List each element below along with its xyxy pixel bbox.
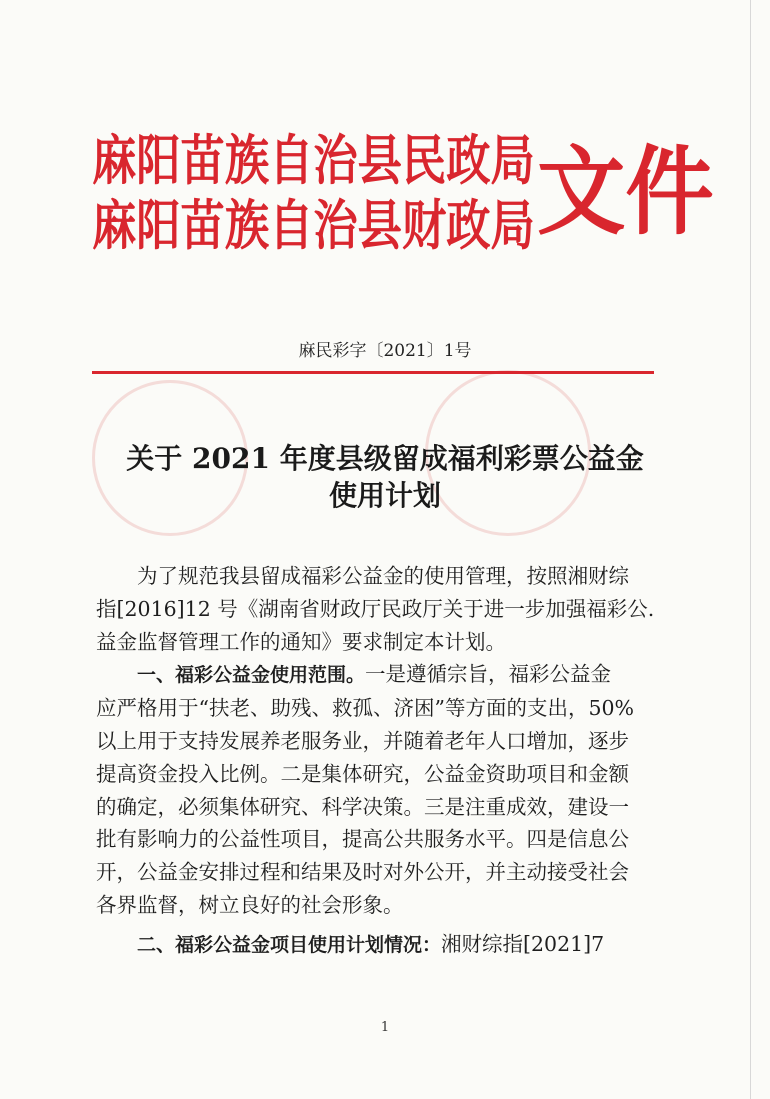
intro-line-1: 为了规范我县留成福彩公益金的使用管理，按照湘财综 bbox=[137, 564, 629, 588]
section-1-first-line bbox=[96, 658, 676, 692]
section-2-text: 湘财综指[2021]7 bbox=[441, 931, 605, 956]
section-1-line-6: 批有影响力的公益性项目，提高公共服务水平。四是信息公 bbox=[96, 827, 629, 852]
page-number: 1 bbox=[380, 1020, 390, 1035]
section-1-line-2: 应严格用于“扶老、助残、救孤、济困”等方面的支出，50% bbox=[96, 696, 635, 721]
issuing-org-1: 麻阳苗族自治县民政局 bbox=[92, 128, 535, 192]
section-2-heading: 二、福彩公益金项目使用计划情况： bbox=[137, 933, 442, 956]
intro-line-2: 指[2016]12 号《湖南省财政厅民政厅关于进一步加强福彩公. bbox=[96, 596, 655, 621]
section-1-line-5: 的确定，必须集体研究、科学决策。三是注重成效，建设一 bbox=[96, 794, 629, 819]
section-2-first-line bbox=[96, 928, 676, 962]
section-1-line-3: 以上用于支持发展养老服务业，并随着老年人口增加，逐步 bbox=[96, 728, 629, 753]
document-title-line-2: 使用计划 bbox=[328, 479, 441, 512]
document-type-label: 文件 bbox=[537, 135, 714, 248]
document-number: 麻民彩字〔2021〕1号 bbox=[298, 341, 472, 361]
section-1-line-8: 各界监督，树立良好的社会形象。 bbox=[96, 892, 404, 917]
page-edge bbox=[750, 0, 751, 1099]
section-1-heading: 一、福彩公益金使用范围。 bbox=[137, 664, 366, 687]
intro-line-3: 益金监督管理工作的通知》要求制定本计划。 bbox=[96, 629, 506, 654]
section-1-line-1: 一是遵循宗旨，福彩公益金 bbox=[365, 662, 612, 687]
issuing-org-2: 麻阳苗族自治县财政局 bbox=[92, 193, 535, 257]
section-1-line-4: 提高资金投入比例。二是集体研究，公益金资助项目和金额 bbox=[96, 761, 629, 786]
document-body bbox=[96, 560, 676, 962]
document-title-line-1: 关于 2021 年度县级留成福利彩票公益金 bbox=[126, 442, 644, 475]
red-separator-line bbox=[92, 371, 654, 374]
section-1-line-7: 开，公益金安排过程和结果及时对外公开，并主动接受社会 bbox=[96, 860, 629, 885]
